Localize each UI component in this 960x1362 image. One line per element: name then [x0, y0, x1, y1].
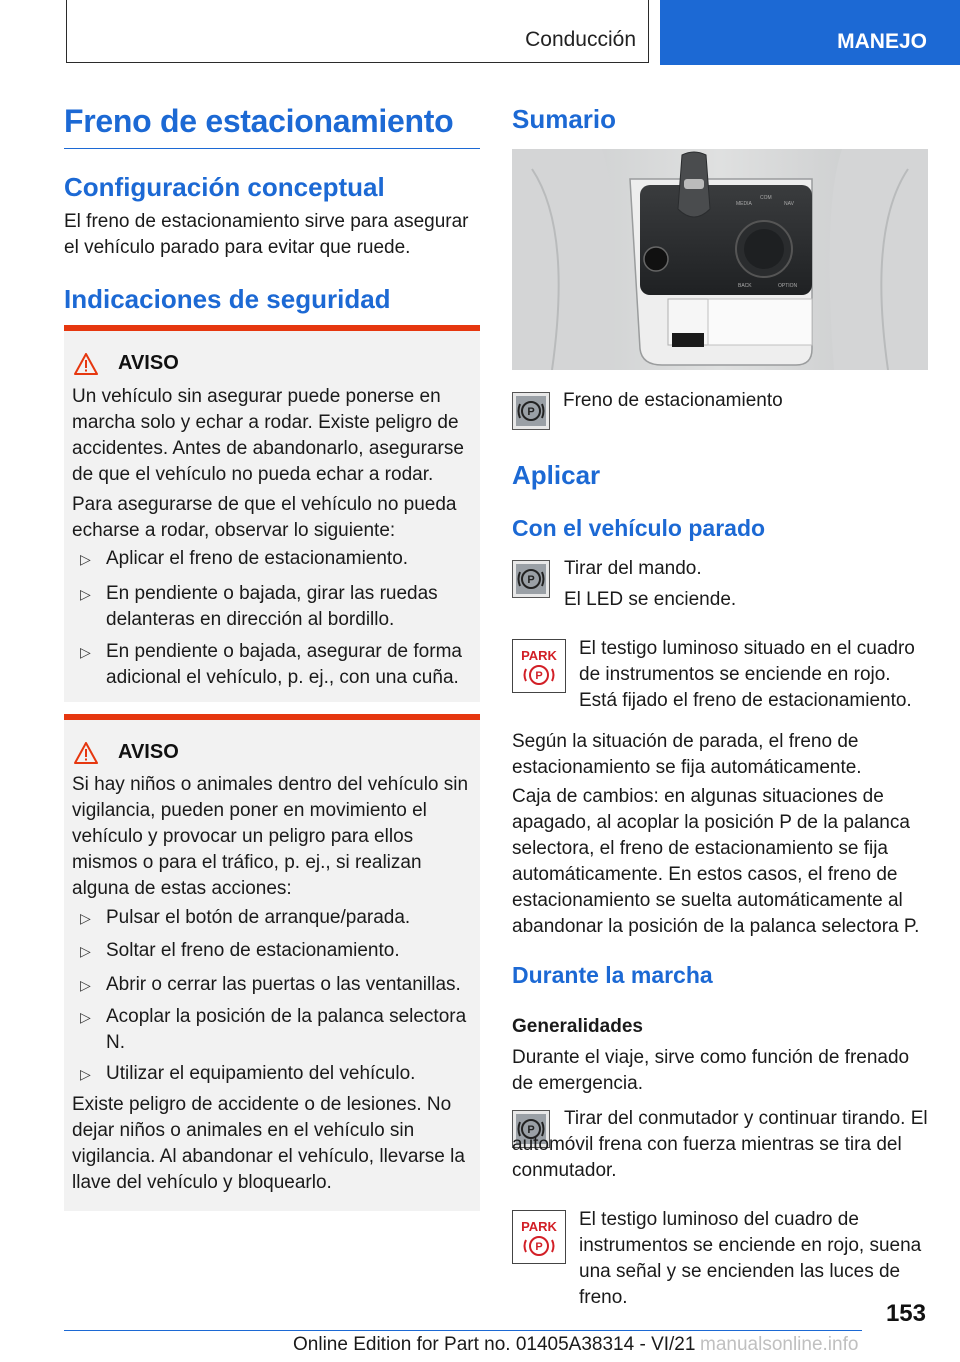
console-label-com: COM	[760, 195, 772, 201]
svg-text:P: P	[535, 1241, 543, 1253]
summary-heading: Sumario	[512, 104, 617, 134]
warning-header	[74, 741, 179, 764]
list-item: ▷ Soltar el freno de estacionamiento.	[80, 938, 470, 964]
title-rule	[64, 148, 480, 149]
footer-edition: Online Edition for Part no. 01405A38314 - VI/21	[293, 1334, 696, 1355]
list-item: ▷ En pendiente o bajada, asegurar de forma adicional el vehículo, p. ej., con una cuña.	[80, 641, 462, 688]
header-section-label: Conducción	[525, 28, 636, 51]
bullet-triangle-icon: ▷	[80, 977, 91, 993]
warning-text: Un vehículo sin asegurar puede ponerse en marcha solo y echar a rodar. Existe peligro de accidentes. Antes de abandonarlo, asegurarse de que el vehículo no pueda echar a rodar.	[72, 386, 464, 485]
bullet-triangle-icon: ▷	[80, 910, 91, 926]
header-chapter-label: MANEJO	[837, 30, 927, 53]
auto-text: Según la situación de parada, el freno de estacionamiento se fija automáticamente.	[512, 731, 862, 778]
warning-triangle-icon	[74, 742, 98, 764]
warning-text: Para asegurarse de que el vehículo no pueda echarse a rodar, observar lo siguiente:	[72, 494, 457, 541]
led-text: El LED se enciende.	[564, 589, 737, 610]
console-label-back: BACK	[738, 283, 752, 289]
warning-header	[74, 352, 179, 375]
safety-heading: Indicaciones de seguridad	[64, 284, 391, 314]
pull-text: Tirar del mando.	[564, 558, 702, 579]
warning-bar	[64, 325, 480, 331]
footer-rule	[64, 1330, 862, 1331]
console-label-media: MEDIA	[736, 201, 752, 207]
general-text: Durante el viaje, sirve como función de frenado de emergencia.	[512, 1047, 910, 1094]
console-label-option: OPTION	[778, 283, 798, 289]
indicator2-text: El testigo luminoso del cuadro de instrumentos se enciende en rojo, suena una señal y se encienden las luces de freno.	[579, 1209, 922, 1308]
svg-text:PARK: PARK	[521, 1219, 557, 1234]
warning-text: Si hay niños o animales dentro del vehículo sin vigilancia, pueden poner en movimiento el vehículo y provocar un peligro para ellos mismos o para el tráfico, p. ej., si realizan alguna de estas acciones:	[72, 774, 469, 899]
gearbox-text: Caja de cambios: en algunas situaciones de apagado, al acoplar la posición P de la palanca selectora, el freno de estacionamiento se fija automáticamente. En estos casos, el freno de estacionamiento se suelta automáticamente al abandonar la posición de la palanca selectora P.	[512, 786, 920, 937]
list-item: ▷ Utilizar el equipamiento del vehículo.	[80, 1061, 470, 1087]
parking-brake-switch-icon	[512, 560, 550, 598]
indicator-text: El testigo luminoso situado en el cuadro de instrumentos se enciende en rojo. Está fijado el freno de estacionamiento.	[579, 638, 915, 711]
driving-heading: Durante la marcha	[512, 962, 713, 988]
list-item: ▷ Pulsar el botón de arranque/parada.	[80, 905, 470, 931]
list-item: ▷ Abrir o cerrar las puertas o las ventanillas.	[80, 972, 470, 998]
park-indicator-icon	[512, 1210, 566, 1264]
svg-text:P: P	[527, 1124, 535, 1136]
bullet-triangle-icon: ▷	[80, 1066, 91, 1082]
bullet-triangle-icon: ▷	[80, 551, 91, 567]
apply-heading: Aplicar	[512, 460, 601, 490]
list-item: ▷ Acoplar la posición de la palanca selectora N.	[80, 1006, 467, 1053]
bullet-triangle-icon: ▷	[80, 1009, 91, 1025]
svg-text:P: P	[535, 670, 543, 682]
warning-bar	[64, 714, 480, 720]
console-label-nav: NAV	[784, 201, 794, 207]
header-chapter-tab	[660, 0, 960, 65]
footer-watermark: manualsonline.info	[700, 1334, 859, 1355]
bullet-triangle-icon: ▷	[80, 943, 91, 959]
general-heading: Generalidades	[512, 1016, 643, 1037]
park-indicator-icon	[512, 639, 566, 693]
warning-label: AVISO	[118, 741, 179, 763]
warning-box-2	[64, 714, 480, 1211]
svg-text:P: P	[527, 574, 535, 586]
pull-switch-text: Tirar del conmutador y continuar tirando. El automóvil frena con fuerza mientras se tira del conmutador.	[512, 1108, 928, 1181]
stopped-heading: Con el vehículo parado	[512, 515, 766, 541]
page-title: Freno de estacionamiento	[64, 103, 454, 139]
warning-text: Existe peligro de accidente o de lesiones. No dejar niños o animales en el vehículo sin vigilancia. Al abandonar el vehículo, llevarse la llave del vehículo y bloquearlo.	[72, 1094, 465, 1193]
warning-box-1	[64, 325, 480, 702]
parking-brake-switch-icon	[512, 392, 550, 430]
photo-caption: Freno de estacionamiento	[563, 390, 783, 411]
bullet-triangle-icon: ▷	[80, 586, 91, 602]
warning-triangle-icon	[74, 353, 98, 375]
concept-heading: Configuración conceptual	[64, 172, 385, 202]
concept-text: El freno de estacionamiento sirve para asegurar el vehículo parado para evitar que ruede.	[64, 211, 469, 258]
list-item: ▷ En pendiente o bajada, girar las ruedas delanteras en dirección al bordillo.	[80, 583, 438, 630]
parking-brake-console-photo	[512, 149, 928, 370]
page-number: 153	[885, 1300, 926, 1327]
svg-text:PARK: PARK	[521, 648, 557, 663]
svg-text:P: P	[527, 406, 535, 418]
bullet-triangle-icon: ▷	[80, 644, 91, 660]
warning-label: AVISO	[118, 352, 179, 374]
list-item: ▷ Aplicar el freno de estacionamiento.	[80, 546, 470, 572]
header-section-box	[66, 0, 649, 63]
